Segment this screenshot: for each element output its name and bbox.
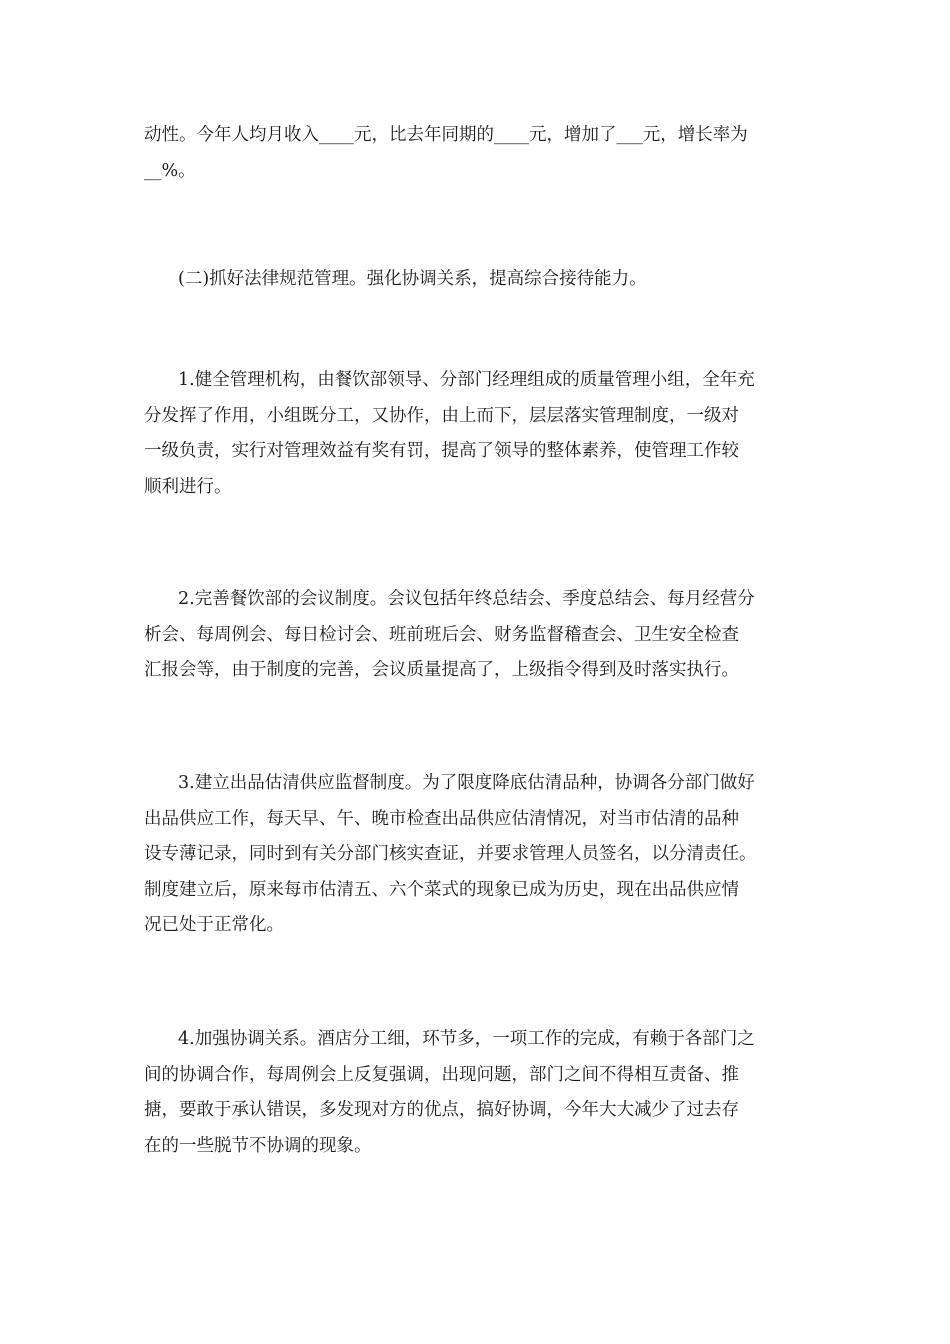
paragraph-line: 出品供应工作，每天早、午、晚市检查出品供应估清情况，对当市估清的品种 xyxy=(144,808,739,829)
section-heading-text: (二)抓好法律规范管理。强化协调关系，提高综合接待能力。 xyxy=(178,269,647,289)
paragraph-line: 设专薄记录，同时到有关分部门核实查证，并要求管理人员签名，以分清责任。 xyxy=(144,844,757,864)
paragraph-item-2 xyxy=(144,582,814,689)
section-heading xyxy=(144,262,814,298)
paragraph-line: 汇报会等，由于制度的完善，会议质量提高了，上级指令得到及时落实执行。 xyxy=(144,660,739,680)
paragraph-item-3 xyxy=(144,766,814,944)
paragraph-item-4 xyxy=(144,1022,814,1164)
paragraph-line: 制度建立后，原来每市估清五、六个菜式的现象已成为历史，现在出品供应情 xyxy=(144,879,739,900)
paragraph-line: 一级负责，实行对管理效益有奖有罚，提高了领导的整体素养，使管理工作较 xyxy=(144,441,739,461)
paragraph-income xyxy=(144,118,814,189)
paragraph-line: 3.建立出品估清供应监督制度。为了限度降底估清品种，协调各分部门做好 xyxy=(178,773,755,793)
paragraph-line: __%。 xyxy=(144,160,196,181)
paragraph-line: 析会、每周例会、每日检讨会、班前班后会、财务监督稽查会、卫生安全检查 xyxy=(144,624,739,645)
paragraph-line: 动性。今年人均月收入____元，比去年同期的____元，增加了___元，增长率为 xyxy=(144,125,748,145)
paragraph-line: 搪，要敢于承认错误，多发现对方的优点，搞好协调，今年大大减少了过去存 xyxy=(144,1100,739,1120)
paragraph-line: 况已处于正常化。 xyxy=(144,915,284,935)
paragraph-line: 分发挥了作用，小组既分工，又协作，由上而下，层层落实管理制度，一级对 xyxy=(144,405,739,426)
paragraph-item-1 xyxy=(144,363,814,505)
paragraph-line: 4.加强协调关系。酒店分工细，环节多，一项工作的完成，有赖于各部门之 xyxy=(178,1029,755,1049)
paragraph-line: 2.完善餐饮部的会议制度。会议包括年终总结会、季度总结会、每月经营分 xyxy=(178,589,755,609)
paragraph-line: 1.健全管理机构，由餐饮部领导、分部门经理组成的质量管理小组，全年充 xyxy=(178,370,755,390)
paragraph-line: 顺利进行。 xyxy=(144,476,232,497)
paragraph-line: 在的一些脱节不协调的现象。 xyxy=(144,1135,372,1156)
paragraph-line: 间的协调合作，每周例会上反复强调，出现问题，部门之间不得相互责备、推 xyxy=(144,1064,739,1085)
